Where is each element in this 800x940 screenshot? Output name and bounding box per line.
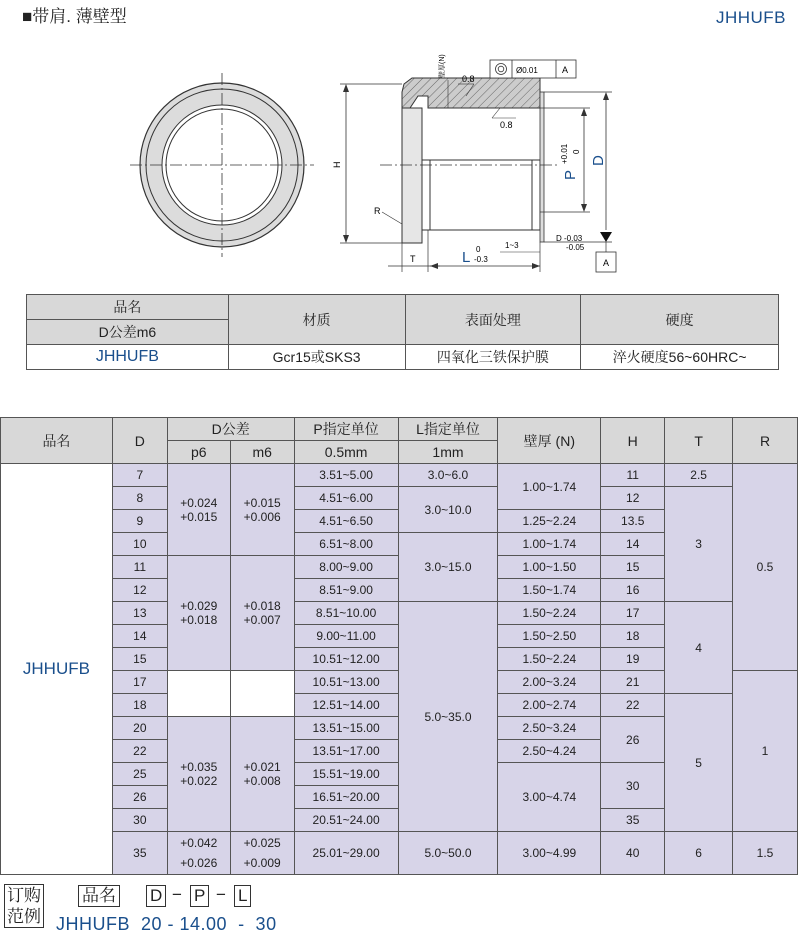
cell-D: 8 xyxy=(112,487,167,510)
svg-text:-0.05: -0.05 xyxy=(566,243,585,252)
cell-H: 30 xyxy=(601,763,665,809)
svg-text:D -0.03: D -0.03 xyxy=(556,234,583,243)
cell-L: 3.0~6.0 xyxy=(398,464,498,487)
cell-P: 13.51~15.00 xyxy=(294,717,398,740)
cell-p6: +0.042 +0.026 xyxy=(167,832,230,875)
col-Dtol: D公差 xyxy=(167,418,294,441)
cell-H: 18 xyxy=(601,625,665,648)
cell-wall: 1.00~1.74 xyxy=(498,533,601,556)
svg-text:+0.01: +0.01 xyxy=(560,143,569,164)
cell-P: 13.51~17.00 xyxy=(294,740,398,763)
cell-H: 13.5 xyxy=(601,510,665,533)
cell-wall: 2.00~3.24 xyxy=(498,671,601,694)
cell-wall: 2.00~2.74 xyxy=(498,694,601,717)
cell-H: 22 xyxy=(601,694,665,717)
svg-text:A: A xyxy=(562,65,569,75)
cell-H: 40 xyxy=(601,832,665,875)
col-T: T xyxy=(665,418,733,464)
cell-R: 0.5 xyxy=(733,464,798,671)
order-example: JHHUFB 20 - 14.00 - 30 xyxy=(56,914,277,934)
col-m6: m6 xyxy=(230,441,294,464)
order-P-box: P xyxy=(190,885,209,907)
brand-code: JHHUFB xyxy=(715,8,786,27)
cell-wall: 3.00~4.74 xyxy=(498,763,601,832)
cell-T: 5 xyxy=(665,694,733,832)
cell-P: 9.00~11.00 xyxy=(294,625,398,648)
cell-P: 10.51~12.00 xyxy=(294,648,398,671)
cell-D: 13 xyxy=(112,602,167,625)
cell-P: 10.51~13.00 xyxy=(294,671,398,694)
cell-wall: 1.25~2.24 xyxy=(498,510,601,533)
cell-m6-empty xyxy=(230,671,294,717)
cell-P: 8.51~10.00 xyxy=(294,602,398,625)
cell-L: 5.0~35.0 xyxy=(398,602,498,832)
cell-D: 22 xyxy=(112,740,167,763)
cell-m6: +0.015 +0.006 xyxy=(230,464,294,556)
cell-P: 8.51~9.00 xyxy=(294,579,398,602)
svg-text:0: 0 xyxy=(572,149,581,154)
order-name-box: 品名 xyxy=(78,885,120,907)
svg-text:Ø0.01: Ø0.01 xyxy=(516,66,538,75)
order-dash: − xyxy=(172,885,182,904)
cell-P: 6.51~8.00 xyxy=(294,533,398,556)
cell-T: 2.5 xyxy=(665,464,733,487)
spec-header-material: 材质 xyxy=(228,295,405,345)
cell-D: 11 xyxy=(112,556,167,579)
page-title: ■带肩. 薄壁型 xyxy=(22,7,127,26)
cell-p6: +0.035 +0.022 xyxy=(167,717,230,832)
cell-H: 16 xyxy=(601,579,665,602)
cell-H: 19 xyxy=(601,648,665,671)
svg-text:0.8: 0.8 xyxy=(500,120,513,130)
cell-H: 15 xyxy=(601,556,665,579)
cell-wall: 1.00~1.50 xyxy=(498,556,601,579)
cell-H: 17 xyxy=(601,602,665,625)
col-name: 品名 xyxy=(1,418,113,464)
cell-D: 17 xyxy=(112,671,167,694)
cell-D: 26 xyxy=(112,786,167,809)
cell-P: 25.01~29.00 xyxy=(294,832,398,875)
cell-D: 25 xyxy=(112,763,167,786)
cell-D: 10 xyxy=(112,533,167,556)
dimension-table xyxy=(0,417,798,875)
svg-text:D: D xyxy=(590,155,607,166)
col-wall: 壁厚 (N) xyxy=(498,418,601,464)
cell-D: 30 xyxy=(112,809,167,832)
cell-wall: 1.00~1.74 xyxy=(498,464,601,510)
col-P: P指定单位 xyxy=(294,418,398,441)
cell-R: 1.5 xyxy=(733,832,798,875)
cell-D: 9 xyxy=(112,510,167,533)
cell-H: 11 xyxy=(601,464,665,487)
spec-header-surface: 表面处理 xyxy=(405,295,581,345)
cell-P: 12.51~14.00 xyxy=(294,694,398,717)
cell-wall: 1.50~2.50 xyxy=(498,625,601,648)
cell-P: 8.00~9.00 xyxy=(294,556,398,579)
cell-wall: 2.50~4.24 xyxy=(498,740,601,763)
col-L: L指定单位 xyxy=(398,418,498,441)
cell-p6: +0.024 +0.015 xyxy=(167,464,230,556)
cell-P: 3.51~5.00 xyxy=(294,464,398,487)
spec-product-name: JHHUFB xyxy=(27,345,229,370)
cell-P: 4.51~6.00 xyxy=(294,487,398,510)
cell-P: 15.51~19.00 xyxy=(294,763,398,786)
cell-wall: 2.50~3.24 xyxy=(498,717,601,740)
svg-text:R: R xyxy=(374,206,381,216)
order-L-box: L xyxy=(234,885,251,907)
svg-text:壁厚(N): 壁厚(N) xyxy=(439,54,446,78)
cell-T: 6 xyxy=(665,832,733,875)
svg-text:P: P xyxy=(562,169,579,180)
col-H: H xyxy=(601,418,665,464)
cell-H: 21 xyxy=(601,671,665,694)
cell-H: 14 xyxy=(601,533,665,556)
svg-text:A: A xyxy=(603,258,610,268)
technical-drawing xyxy=(0,0,800,285)
spec-table xyxy=(26,294,779,370)
col-D: D xyxy=(112,418,167,464)
svg-text:T: T xyxy=(410,254,416,264)
svg-text:-0.3: -0.3 xyxy=(474,255,488,264)
cell-m6: +0.021 +0.008 xyxy=(230,717,294,832)
section-view xyxy=(332,54,616,272)
spec-material: Gcr15或SKS3 xyxy=(228,345,405,370)
cell-P: 4.51~6.50 xyxy=(294,510,398,533)
spec-header-name: 品名 xyxy=(27,295,229,320)
cell-P: 16.51~20.00 xyxy=(294,786,398,809)
col-R: R xyxy=(733,418,798,464)
cell-D: 20 xyxy=(112,717,167,740)
cell-T: 3 xyxy=(665,487,733,602)
order-D-box: D xyxy=(146,885,166,907)
spec-surface: 四氧化三铁保护膜 xyxy=(405,345,581,370)
cell-L: 5.0~50.0 xyxy=(398,832,498,875)
product-name: JHHUFB xyxy=(1,464,113,875)
cell-wall: 3.00~4.99 xyxy=(498,832,601,875)
cell-D: 7 xyxy=(112,464,167,487)
cell-p6-empty xyxy=(167,671,230,717)
svg-text:H: H xyxy=(332,161,342,168)
col-p6: p6 xyxy=(167,441,230,464)
svg-text:1~3: 1~3 xyxy=(505,241,519,250)
cell-H: 26 xyxy=(601,717,665,763)
cell-m6: +0.018 +0.007 xyxy=(230,556,294,671)
cell-D: 18 xyxy=(112,694,167,717)
order-dash: − xyxy=(216,885,226,904)
order-label: 订购 范例 xyxy=(4,884,44,928)
cell-L: 3.0~10.0 xyxy=(398,487,498,533)
cell-P: 20.51~24.00 xyxy=(294,809,398,832)
cell-D: 14 xyxy=(112,625,167,648)
col-P-unit: 0.5mm xyxy=(294,441,398,464)
svg-text:0.8: 0.8 xyxy=(462,74,475,84)
cell-H: 35 xyxy=(601,809,665,832)
svg-text:0: 0 xyxy=(476,245,481,254)
cell-T: 4 xyxy=(665,602,733,694)
cell-L: 3.0~15.0 xyxy=(398,533,498,602)
cell-wall: 1.50~2.24 xyxy=(498,648,601,671)
cell-D: 12 xyxy=(112,579,167,602)
spec-header-hardness: 硬度 xyxy=(581,295,779,345)
svg-text:L: L xyxy=(462,249,471,266)
cell-wall: 1.50~2.24 xyxy=(498,602,601,625)
cell-D: 35 xyxy=(112,832,167,875)
cell-R: 1 xyxy=(733,671,798,832)
cell-p6: +0.029 +0.018 xyxy=(167,556,230,671)
cell-wall: 1.50~1.74 xyxy=(498,579,601,602)
front-view xyxy=(130,73,314,257)
cell-H: 12 xyxy=(601,487,665,510)
spec-header-name-sub: D公差m6 xyxy=(27,320,229,345)
cell-D: 15 xyxy=(112,648,167,671)
cell-m6: +0.025 +0.009 xyxy=(230,832,294,875)
col-L-unit: 1mm xyxy=(398,441,498,464)
spec-hardness: 淬火硬度56~60HRC~ xyxy=(581,345,779,370)
